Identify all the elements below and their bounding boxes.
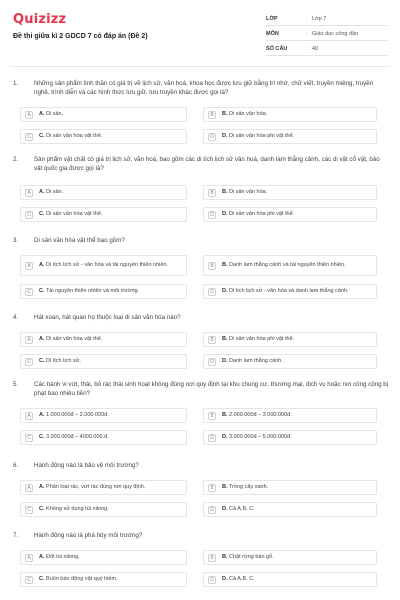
option-letter-badge: B — [208, 189, 216, 197]
page-title: Đề thi giữa kì 2 GDCD 7 có đáp án (Đề 2) — [13, 33, 148, 40]
option-letter-badge: D — [208, 434, 216, 442]
question-number: 7. — [13, 532, 19, 539]
option-b[interactable] — [203, 107, 377, 122]
question-text: Những sản phẩm tinh thần có giá trị về lịch sử, văn hoá, khoa học được lưu giữ bằng trí nhớ, chữ viết, truyền miệng, truyền nghề, trình diễn và các hình thức lưu giữ, lưu truyền khác được gọi là? — [34, 80, 374, 96]
question-number: 6. — [13, 462, 19, 469]
option-c[interactable] — [20, 502, 187, 517]
option-text — [39, 211, 106, 219]
option-text — [222, 288, 353, 296]
meta-separator: : — [306, 15, 308, 22]
option-a[interactable] — [20, 255, 187, 276]
option-text — [222, 111, 271, 119]
option-key: A. — [39, 483, 45, 490]
meta-value: Giáo dục công dân — [312, 30, 359, 37]
option-d[interactable] — [203, 129, 377, 144]
option-d[interactable] — [203, 430, 377, 445]
option-text — [222, 133, 298, 141]
option-key: B. — [222, 335, 228, 342]
option-letter-badge: D — [208, 133, 216, 141]
option-label: Di tích lịch sử - văn hóa và tài nguyên thiên nhiên. — [46, 261, 169, 268]
option-text — [39, 336, 106, 344]
option-label: Danh lam thắng cảnh và tài nguyên thiên nhiên. — [229, 261, 346, 268]
question-text: Các hành vi vứt, thải, bỏ rác thải sinh hoạt không đúng nơi quy định tại khu chung cư, thương mại, dịch vụ hoặc nơi công cộng bị phạt bao nhiêu tiền? — [34, 381, 389, 397]
option-label: Di sản văn hóa phi vật thể. — [229, 335, 295, 342]
option-letter-badge: B — [208, 111, 216, 119]
option-label: Di tích lịch sử. — [46, 357, 81, 364]
option-text — [222, 506, 259, 514]
option-key: B. — [222, 411, 228, 418]
question-number: 5. — [13, 381, 19, 388]
option-label: Di sản văn hóa phi vật thể. — [229, 210, 295, 217]
question-text: Sản phẩm vật chất có giá trị lịch sử, văn hoá, bao gồm các di tích lịch sử văn hoá, danh lam thắng cảnh, các di vật cổ vật, bảo vật quốc gia được gọi là? — [34, 156, 380, 172]
option-c[interactable] — [20, 354, 187, 369]
option-text — [39, 576, 122, 584]
option-label: Trồng cây xanh. — [228, 483, 269, 490]
option-text — [39, 554, 84, 562]
option-letter-badge: C — [25, 211, 33, 219]
option-key: A. — [39, 553, 45, 560]
option-a[interactable] — [20, 480, 187, 495]
question-number: 1. — [13, 80, 19, 87]
meta-label: SỐ CÂU — [266, 45, 288, 52]
option-label: Không sử dụng túi nilong. — [46, 505, 109, 512]
option-label: 2.000.000đ – 3.000.000đ. — [229, 411, 292, 418]
option-key: D. — [222, 210, 228, 217]
question-number: 3. — [13, 237, 19, 244]
option-b[interactable] — [203, 255, 377, 276]
option-key: C. — [39, 433, 45, 440]
option-label: 3.000.000đ – 5.000.000đ. — [229, 433, 292, 440]
option-a[interactable] — [20, 185, 187, 200]
option-label: Di sản văn hóa phi vật thể. — [229, 132, 295, 139]
option-key: D. — [222, 132, 228, 139]
meta-separator: : — [306, 45, 308, 52]
option-letter-badge: C — [25, 506, 33, 514]
option-b[interactable] — [203, 332, 377, 347]
option-b[interactable] — [203, 550, 377, 565]
option-text — [222, 554, 278, 562]
option-label: Di sản văn hóa vật thể. — [46, 132, 103, 139]
quizizz-logo: Quizizz — [13, 12, 67, 27]
option-key: D. — [222, 287, 228, 294]
option-text — [222, 484, 272, 492]
option-text — [222, 211, 298, 219]
option-letter-badge: A — [25, 484, 33, 492]
option-text — [39, 189, 67, 197]
option-text — [222, 336, 298, 344]
option-text — [39, 506, 113, 514]
option-b[interactable] — [203, 185, 377, 200]
option-letter-badge: B — [208, 484, 216, 492]
question-text: Hành động nào là bảo vệ môi trường? — [34, 462, 139, 469]
option-key: D. — [222, 505, 228, 512]
option-label: Danh lam thắng cảnh. — [229, 357, 283, 364]
option-text — [222, 412, 296, 420]
meta-row-class — [266, 12, 388, 26]
option-label: Di sản văn hóa. — [229, 188, 268, 195]
meta-separator: : — [306, 30, 308, 37]
option-label: Phân loại rác, vứt rác đúng nơi quy định. — [46, 483, 146, 490]
option-label: Cả A,B, C. — [229, 505, 255, 512]
option-key: C. — [39, 210, 45, 217]
option-letter-badge: C — [25, 358, 33, 366]
option-key: B. — [222, 261, 228, 268]
option-a[interactable] — [20, 408, 187, 423]
header-divider — [10, 66, 390, 67]
meta-row-subject — [266, 27, 388, 41]
option-c[interactable] — [20, 572, 187, 587]
option-a[interactable] — [20, 550, 187, 565]
option-key: C. — [39, 132, 45, 139]
option-text — [222, 434, 296, 442]
option-c[interactable] — [20, 207, 187, 222]
option-d[interactable] — [203, 207, 377, 222]
option-label: 3.000.000đ – 4000.000.đ. — [46, 433, 109, 440]
option-letter-badge: B — [208, 412, 216, 420]
option-letter-badge: B — [208, 336, 216, 344]
option-label: Di tích lịch sử - văn hóa và danh lam thắng cảnh. — [229, 287, 349, 294]
option-letter-badge: B — [208, 554, 216, 562]
option-key: C. — [39, 357, 45, 364]
option-key: C. — [39, 505, 45, 512]
option-d[interactable] — [203, 284, 377, 299]
meta-value: 40 — [312, 45, 319, 52]
option-letter-badge: D — [208, 576, 216, 584]
option-letter-badge: D — [208, 506, 216, 514]
option-letter-badge: D — [208, 211, 216, 219]
option-text — [222, 262, 350, 270]
option-letter-badge: C — [25, 576, 33, 584]
option-text — [222, 358, 287, 366]
option-c[interactable] — [20, 284, 187, 299]
option-key: B. — [222, 483, 228, 490]
option-key: D. — [222, 433, 228, 440]
option-key: B. — [222, 188, 228, 195]
option-a[interactable] — [20, 107, 187, 122]
option-c[interactable] — [20, 430, 187, 445]
meta-label: MÔN — [266, 30, 279, 37]
option-a[interactable] — [20, 332, 187, 347]
option-key: D. — [222, 575, 228, 582]
option-letter-badge: C — [25, 434, 33, 442]
option-key: A. — [39, 411, 45, 418]
option-key: A. — [39, 110, 45, 117]
option-letter-badge: A — [25, 111, 33, 119]
option-text — [39, 484, 149, 492]
option-text — [39, 262, 172, 270]
question-text: Hành động nào là phá hủy môi trường? — [34, 532, 143, 539]
meta-label: LỚP — [266, 15, 278, 22]
option-text — [39, 133, 106, 141]
option-text — [39, 111, 67, 119]
meta-value: Lớp 7 — [312, 15, 327, 22]
option-key: C. — [39, 575, 45, 582]
option-text — [39, 358, 85, 366]
option-b[interactable] — [203, 480, 377, 495]
option-text — [222, 576, 259, 584]
option-key: B. — [222, 553, 228, 560]
option-letter-badge: C — [25, 288, 33, 296]
option-letter-badge: A — [25, 554, 33, 562]
option-label: Di sản. — [46, 110, 64, 117]
question-text: Hát xoan, hát quan họ thuộc loại di sản văn hóa nào? — [34, 314, 181, 321]
page-header — [0, 0, 400, 62]
option-letter-badge: C — [25, 133, 33, 141]
option-b[interactable] — [203, 408, 377, 423]
option-label: Di sản văn hóa. — [229, 110, 268, 117]
question-number: 4. — [13, 314, 19, 321]
option-letter-badge: A — [25, 189, 33, 197]
option-letter-badge: D — [208, 288, 216, 296]
option-letter-badge: A — [25, 412, 33, 420]
option-label: Di sản. — [46, 188, 64, 195]
option-key: A. — [39, 261, 45, 268]
option-key: B. — [222, 110, 228, 117]
option-key: A. — [39, 188, 45, 195]
option-label: 1.000.000đ – 2.000.000đ. — [46, 411, 109, 418]
option-letter-badge: A — [25, 262, 33, 270]
option-key: C. — [39, 287, 45, 294]
option-d[interactable] — [203, 354, 377, 369]
option-letter-badge: A — [25, 336, 33, 344]
option-label: Di sản văn hóa vật thể. — [46, 335, 103, 342]
option-letter-badge: B — [208, 262, 216, 270]
option-text — [39, 288, 143, 296]
option-label: Chặt rừng bán gỗ. — [229, 553, 274, 560]
question-number: 2. — [13, 156, 19, 163]
option-letter-badge: D — [208, 358, 216, 366]
option-text — [222, 189, 271, 197]
question-text: Di sản văn hóa vật thể bao gồm? — [34, 237, 125, 244]
meta-row-count — [266, 42, 388, 56]
option-key: D. — [222, 357, 228, 364]
option-label: Tài nguyên thiên nhiên và môi trường. — [45, 287, 140, 294]
option-key: A. — [39, 335, 45, 342]
meta-table — [266, 12, 388, 56]
option-text — [39, 412, 113, 420]
option-label: Đốt túi nilong. — [46, 553, 80, 560]
option-d[interactable] — [203, 502, 377, 517]
option-d[interactable] — [203, 572, 377, 587]
option-c[interactable] — [20, 129, 187, 144]
option-label: Di sản văn hóa vật thể. — [46, 210, 103, 217]
option-text — [39, 434, 113, 442]
option-label: Buôn bán động vật quý hiếm. — [46, 575, 118, 582]
option-label: Cả A,B, C. — [229, 575, 255, 582]
